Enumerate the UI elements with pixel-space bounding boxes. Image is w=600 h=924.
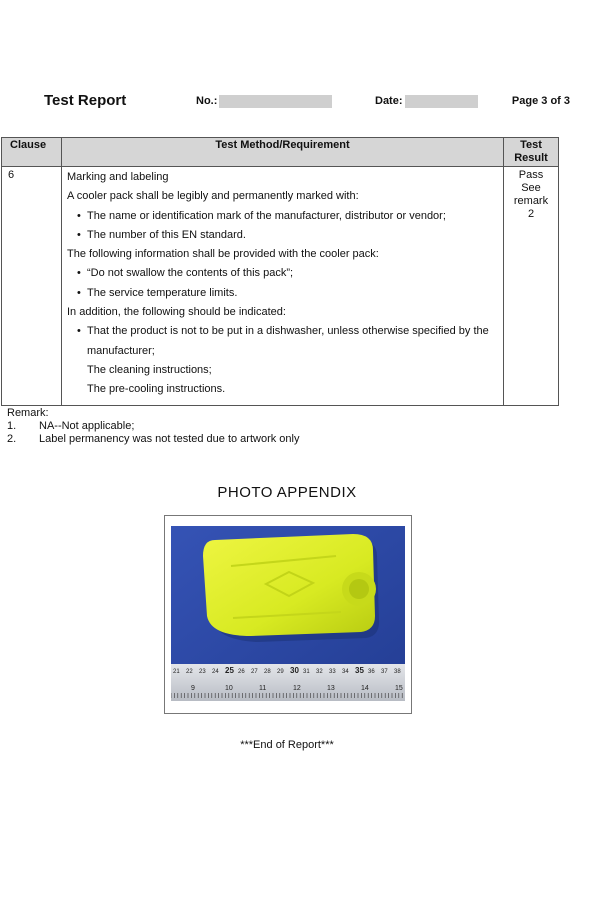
remark-number: 2. [7, 433, 17, 445]
result-header-line1: Test [520, 139, 542, 151]
remark-number: 1. [7, 420, 17, 432]
report-title: Test Report [44, 92, 127, 109]
result-header-line2: Result [514, 152, 548, 164]
test-results-table [1, 137, 559, 406]
remark-section [7, 407, 299, 446]
ruler-top-number: 22 [186, 669, 193, 675]
result-line: Pass [518, 169, 544, 181]
requirement-line: manufacturer; [87, 344, 155, 357]
ruler-bottom-number: 9 [191, 685, 195, 692]
ruler-top-number: 33 [329, 669, 336, 675]
requirement-bullet: • The service temperature limits. [67, 285, 498, 304]
requirement-line: In addition, the following should be indicated: [67, 306, 286, 319]
ruler-bottom-number: 12 [293, 685, 301, 692]
ruler-top-number: 28 [264, 669, 271, 675]
ruler-top-number: 35 [355, 666, 364, 675]
ruler-top-number: 21 [173, 669, 180, 675]
requirement-line: The cleaning instructions; [87, 363, 212, 376]
cooler-pack-photo [171, 526, 405, 701]
method-cell [62, 167, 504, 406]
ruler-bottom-number: 11 [259, 685, 267, 692]
requirement-bullet: • “Do not swallow the contents of this pack”; [67, 265, 498, 284]
requirement-line: A cooler pack shall be legibly and permanently marked with: [67, 190, 359, 203]
result-header [504, 138, 559, 167]
remark-title: Remark: [7, 407, 49, 419]
ruler-top-number: 24 [212, 669, 219, 675]
table-header-row [2, 138, 559, 167]
requirement-line: The pre-cooling instructions. [87, 383, 226, 396]
requirement-line: Marking and labeling [67, 171, 169, 183]
remark-text: Label permanency was not tested due to artwork only [39, 433, 300, 445]
ruler-top-number: 29 [277, 669, 284, 675]
result-line: remark [513, 195, 549, 207]
clause-cell: 6 [2, 167, 62, 406]
redacted-date [405, 95, 478, 108]
date-label: Date: [375, 95, 403, 107]
ruler-top-number: 30 [290, 666, 299, 675]
page-number: Page 3 of 3 [511, 95, 570, 107]
clause-header: Clause [2, 138, 62, 167]
requirement-line: The following information shall be provided with the cooler pack: [67, 248, 379, 261]
ruler-top-number: 32 [316, 669, 323, 675]
ruler-top-number: 37 [381, 669, 388, 675]
ruler-top-number: 23 [199, 669, 206, 675]
photo-appendix-title: PHOTO APPENDIX [217, 484, 357, 501]
report-header [0, 92, 600, 112]
ruler-bottom-number: 15 [395, 685, 403, 692]
remark-text: NA--Not applicable; [39, 420, 135, 432]
ruler-bottom-number: 14 [361, 685, 369, 692]
pack-cap-inner [349, 579, 369, 599]
ruler-top-number: 38 [394, 669, 401, 675]
result-line: See [521, 182, 541, 194]
redacted-report-number [219, 95, 332, 108]
table-row [2, 167, 559, 406]
end-of-report: ***End of Report*** [240, 739, 334, 751]
ruler-top-number: 25 [225, 666, 234, 675]
requirement-bullet: • The number of this EN standard. [67, 227, 498, 246]
ruler-top-number: 26 [238, 669, 245, 675]
ruler-top-number: 31 [303, 669, 310, 675]
report-number-label: No.: [196, 95, 218, 107]
remark-item [7, 420, 299, 433]
method-header: Test Method/Requirement [62, 138, 504, 167]
cooler-pack-photo-svg [171, 526, 405, 701]
requirement-bullet: • That the product is not to be put in a dishwasher, unless otherwise specified by the [67, 323, 498, 342]
result-cell [504, 167, 559, 406]
ruler-bottom-number: 13 [327, 685, 335, 692]
ruler-top-number: 27 [251, 669, 258, 675]
ruler-top-number: 36 [368, 669, 375, 675]
photo-frame [164, 515, 412, 714]
ruler-bottom-number: 10 [225, 685, 233, 692]
ruler-top-number: 34 [342, 669, 349, 675]
requirement-bullet: • The name or identification mark of the manufacturer, distributor or vendor; [67, 208, 498, 227]
result-line: 2 [527, 208, 535, 220]
remark-item [7, 433, 299, 446]
